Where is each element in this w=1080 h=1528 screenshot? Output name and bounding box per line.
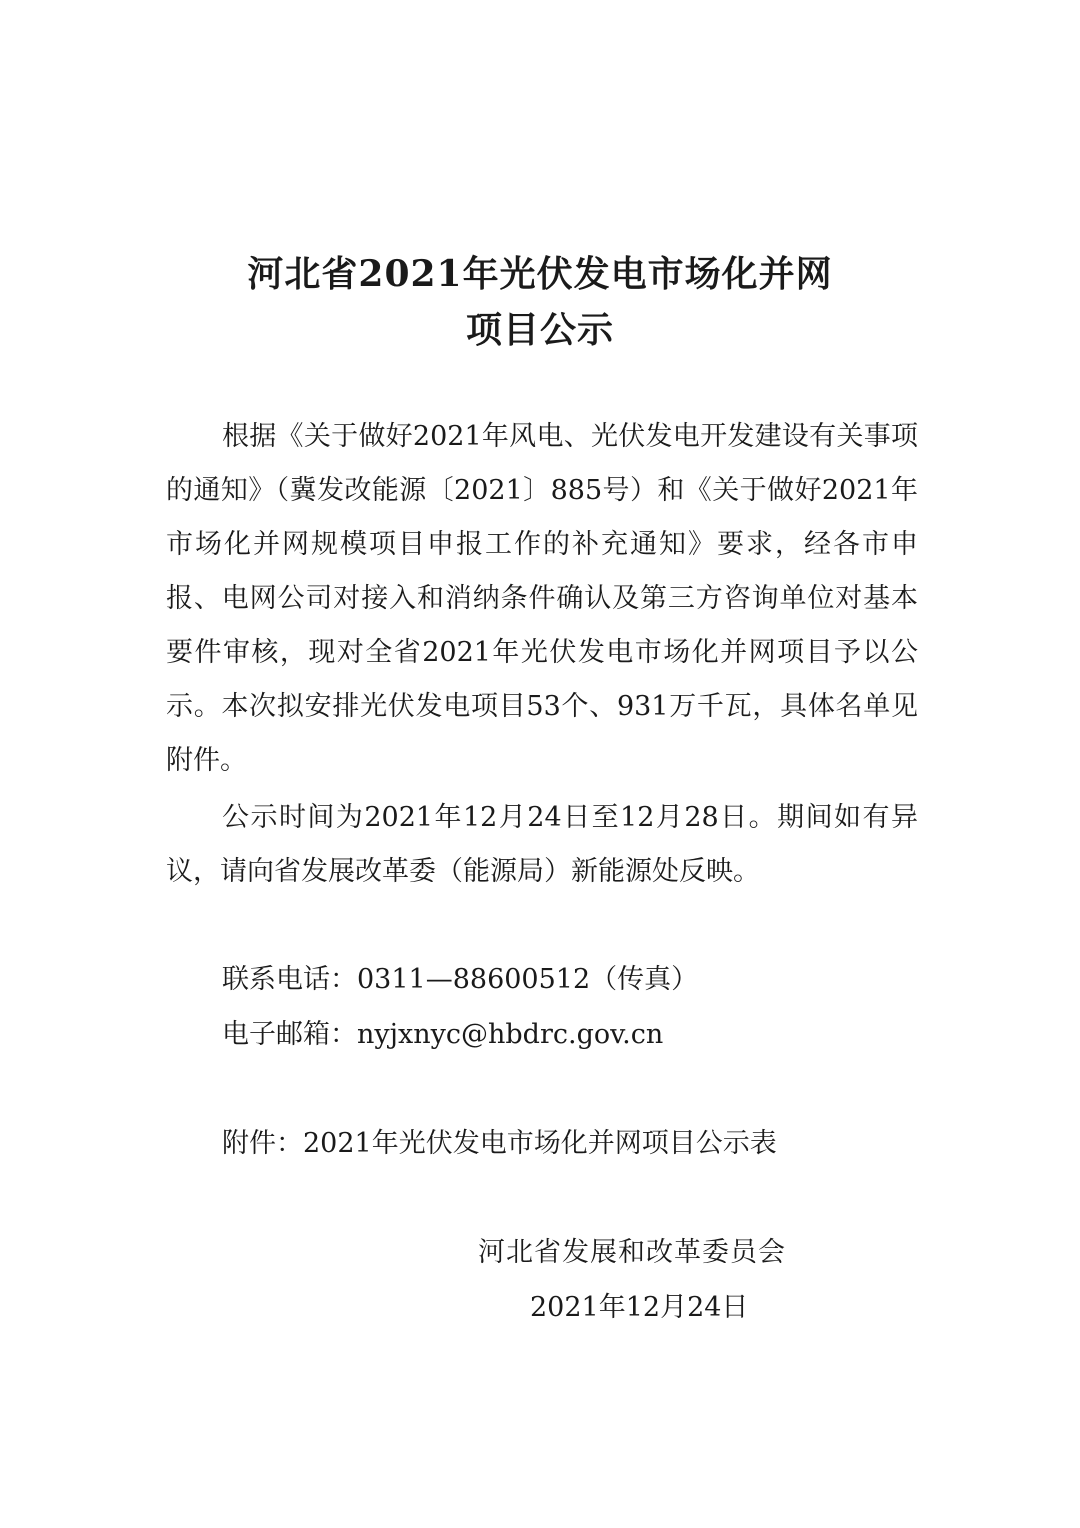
document-title-line2: 项目公示 [465,309,614,351]
contact-phone: 联系电话：0311—88600512（传真） [222,964,699,995]
announcement-paragraph: 根据《关于做好2021年风电、光伏发电开发建设有关事项的通知》（冀发改能源〔2021〕885号）和《关于做好2021年市场化并网规模项目申报工作的补充通知》要求，经各市申报、电网公司对接入和消纳条件确认及第三方咨询单位对基本要件审核，现对全省2021年光伏发电市场化并网项目予以公示。本次拟安排光伏发电项目53个、931万千瓦，具体名单见附件。 [166,421,918,776]
contact-email: 电子邮箱：nyjxnyc@hbdrc.gov.cn [222,1019,664,1050]
attachment-reference: 附件：2021年光伏发电市场化并网项目公示表 [222,1128,777,1159]
signature-organization: 河北省发展和改革委员会 [478,1237,786,1268]
document-title-line1: 河北省2021年光伏发电市场化并网 [247,253,833,295]
publicity-period-paragraph: 公示时间为2021年12月24日至12月28日。期间如有异议，请向省发展改革委（能源局）新能源处反映。 [166,802,918,887]
signature-date: 2021年12月24日 [530,1292,749,1323]
